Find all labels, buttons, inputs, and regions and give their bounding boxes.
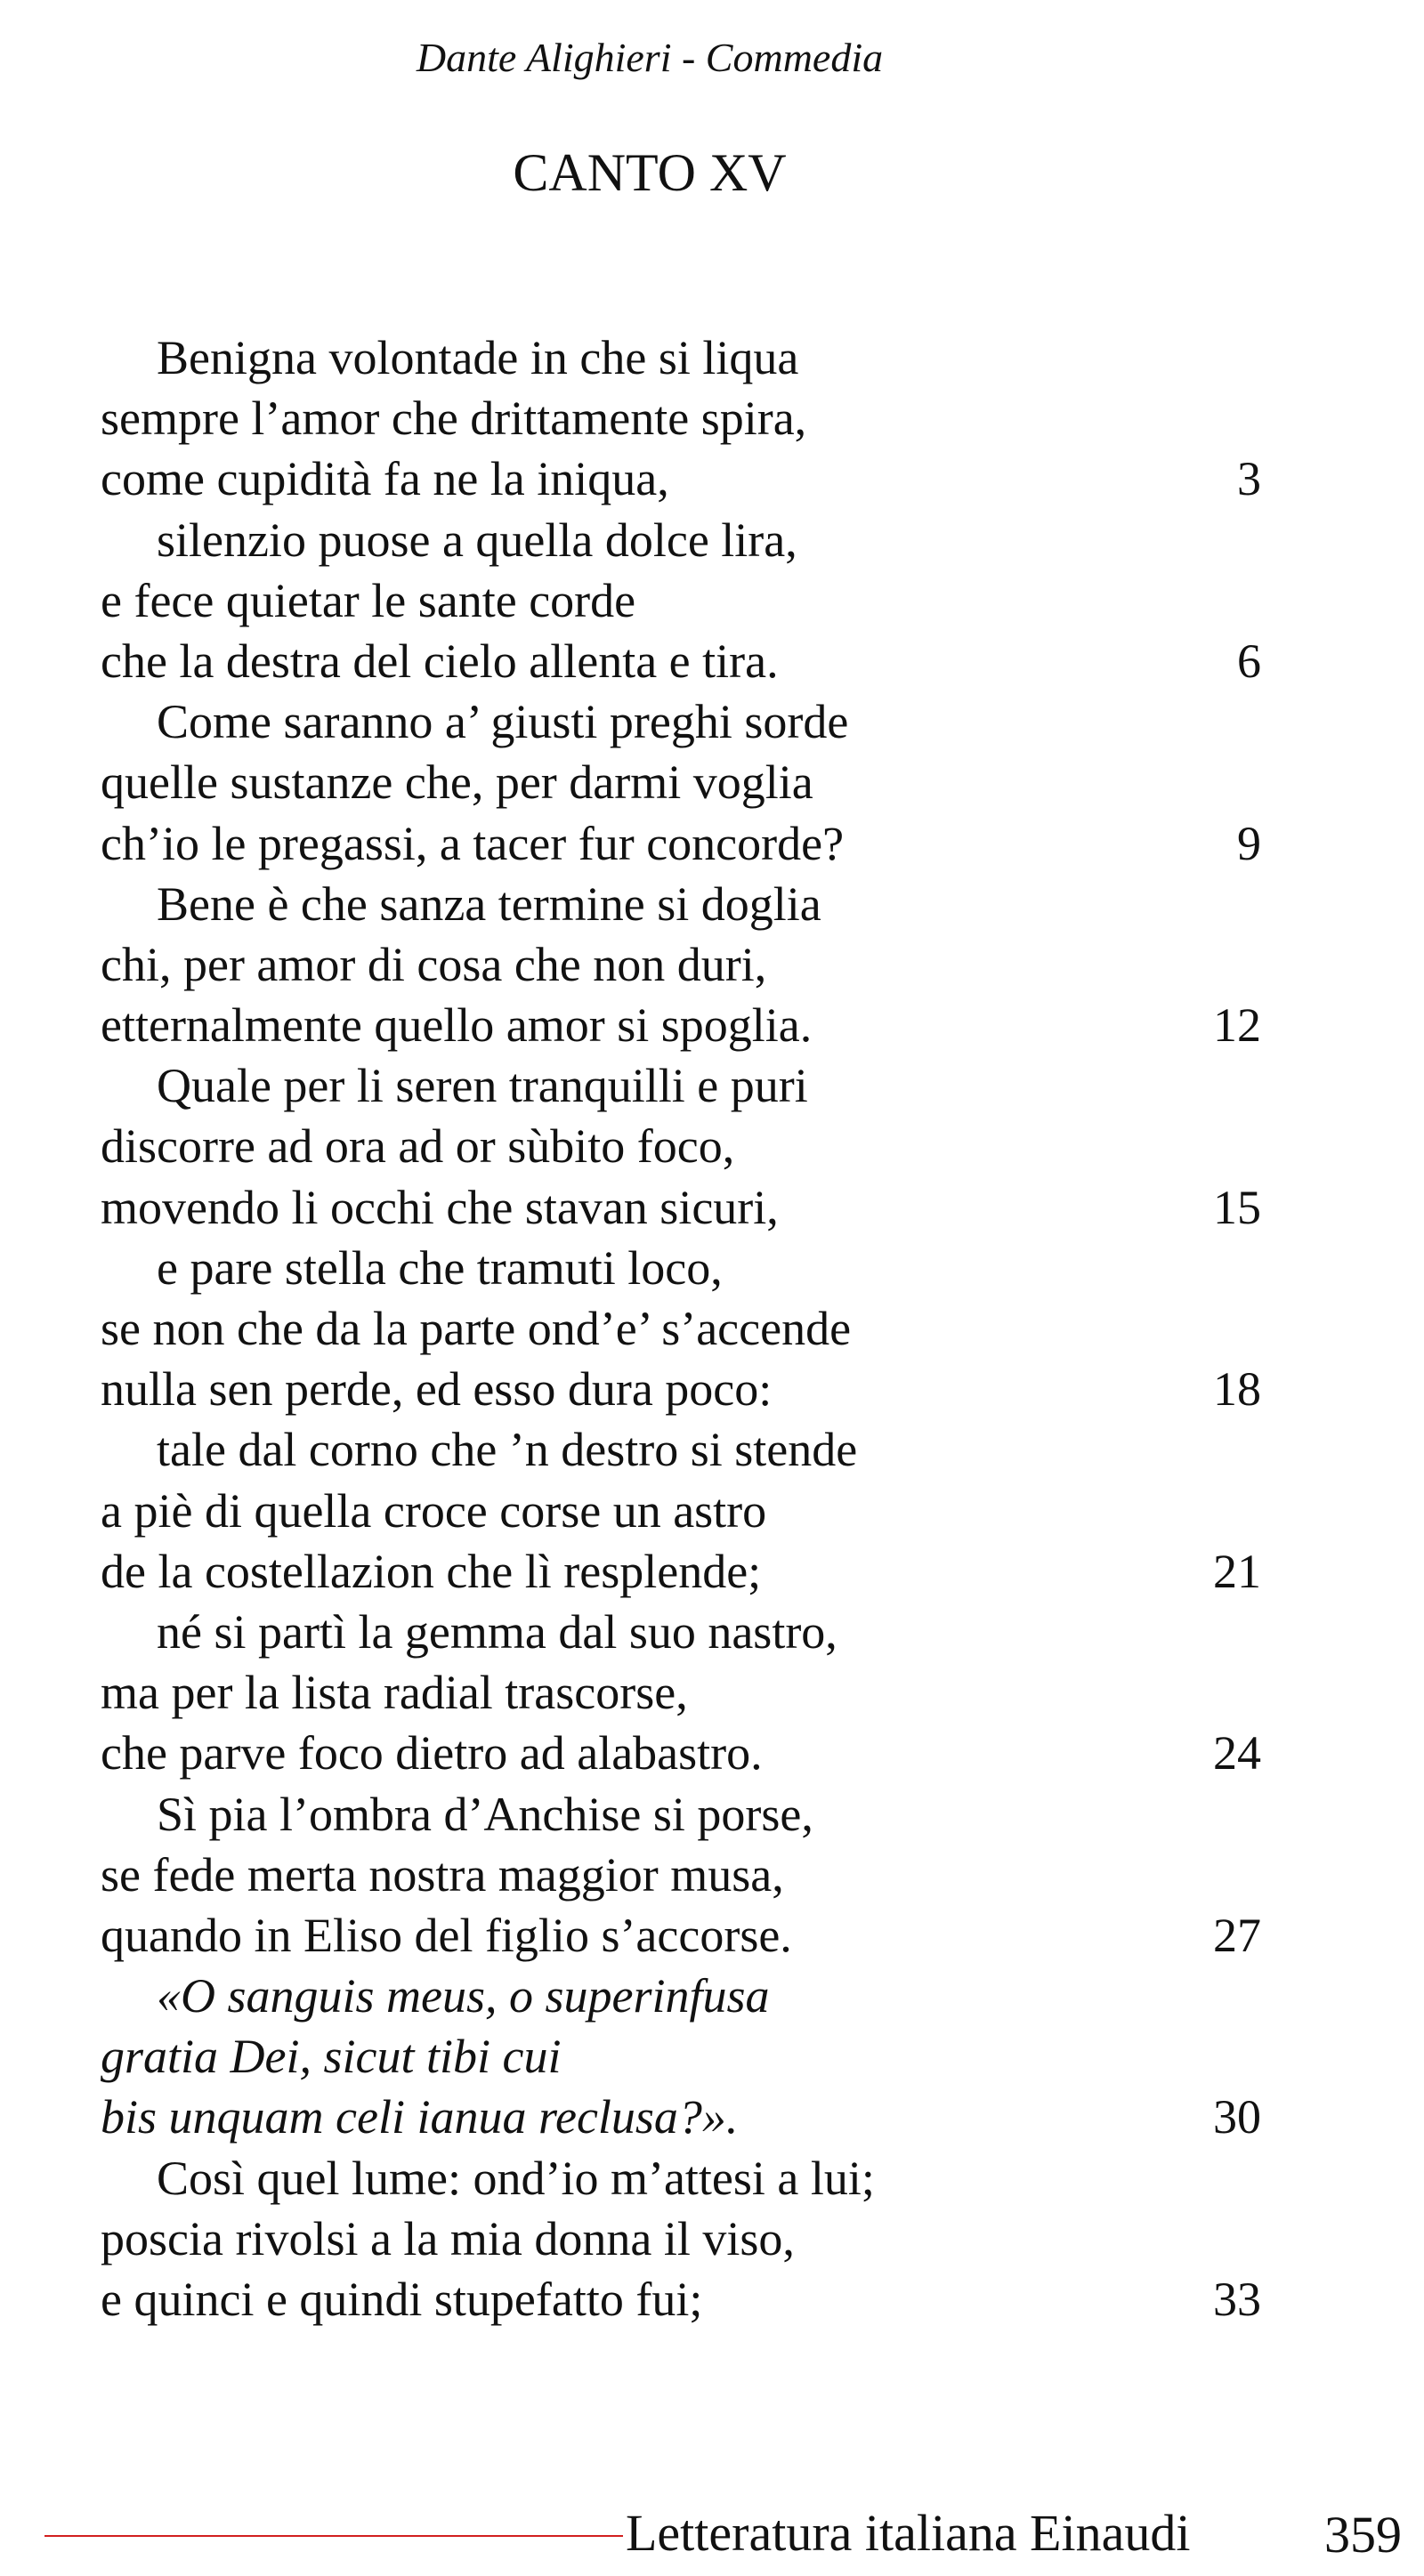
- verse-text: sempre l’amor che drittamente spira,: [101, 392, 807, 446]
- verse-text: silenzio puose a quella dolce lira,: [157, 513, 797, 567]
- verse-line: [101, 327, 1258, 388]
- verse-line: [101, 631, 1261, 691]
- verse-text: se fede merta nostra maggior musa,: [101, 1847, 784, 1902]
- verse-text: e quinci e quindi stupefatto fui;: [101, 2273, 703, 2326]
- verse-line: [101, 1784, 1258, 1845]
- tercet: [101, 1784, 1261, 1966]
- verse-text: che parve foco dietro ad alabastro.: [101, 1726, 763, 1781]
- line-number: 15: [1213, 1180, 1261, 1234]
- tercet: [101, 691, 1261, 874]
- verse-line: [101, 874, 1258, 934]
- verse-line: [101, 1116, 1258, 1176]
- running-head: Dante Alighieri - Commedia: [416, 35, 884, 80]
- tercet: [101, 1419, 1261, 1602]
- verse-line: [101, 1177, 1261, 1238]
- verse-text: movendo li occhi che stavan sicuri,: [101, 1180, 779, 1234]
- tercet-latin: [101, 1966, 1261, 2148]
- tercet: [101, 1238, 1261, 1420]
- page-footer: [0, 2500, 1424, 2572]
- verse-line: [101, 1298, 1258, 1359]
- verse-line: [101, 1359, 1261, 1419]
- verse-line: [101, 1966, 1258, 2026]
- verse-text: e fece quietar le sante corde: [101, 573, 636, 627]
- verse-text: che la destra del cielo allenta e tira.: [101, 634, 779, 688]
- tercet: [101, 2148, 1261, 2330]
- verse-text: a piè di quella croce corse un astro: [101, 1483, 767, 1538]
- canto-title: CANTO XV: [513, 143, 787, 202]
- verse-text: chi, per amor di cosa che non duri,: [101, 937, 767, 991]
- verse-line: [101, 813, 1261, 874]
- verse-line: [101, 1905, 1261, 1966]
- verse-text: Come saranno a’ giusti preghi sorde: [157, 695, 849, 749]
- tercet: [101, 1055, 1261, 1238]
- verse-text: nulla sen perde, ed esso dura poco:: [101, 1362, 773, 1417]
- verse-line: [101, 1419, 1258, 1480]
- verse-line: [101, 448, 1261, 509]
- verse-line: [101, 2087, 1261, 2147]
- verse-text: bis unquam celi ianua reclusa?».: [101, 2090, 739, 2144]
- verse-text: Sì pia l’ombra d’Anchise si porse,: [157, 1787, 813, 1841]
- tercet: [101, 510, 1261, 692]
- verse-text: «O sanguis meus, o superinfusa: [157, 1969, 770, 2023]
- line-number: 12: [1213, 998, 1261, 1053]
- verse-line: [101, 691, 1258, 752]
- verse-text: quelle sustanze che, per darmi voglia: [101, 755, 813, 810]
- verse-text: e pare stella che tramuti loco,: [157, 1240, 723, 1295]
- verse-text: ch’io le pregassi, a tacer fur concorde?: [101, 816, 845, 870]
- verse-line: [101, 570, 1258, 631]
- footer-rule: [44, 2535, 623, 2537]
- verse-text: gratia Dei, sicut tibi cui: [101, 2030, 562, 2084]
- verse-line: [101, 1662, 1258, 1723]
- publisher-name: Letteratura italiana Einaudi: [626, 2504, 1191, 2562]
- tercet: [101, 874, 1261, 1056]
- verse-text: Quale per li seren tranquilli e puri: [157, 1059, 808, 1113]
- verse-line: [101, 934, 1258, 995]
- verse-line: [101, 1238, 1258, 1298]
- verse-text: tale dal corno che ’n destro si stende: [157, 1423, 858, 1477]
- verse-text: se non che da la parte ond’e’ s’accende: [101, 1302, 852, 1355]
- verse-line: [101, 1541, 1261, 1602]
- verse-block: [101, 327, 1261, 2330]
- verse-text: quando in Eliso del figlio s’accorse.: [101, 1908, 792, 1962]
- verse-text: de la costellazion che lì resplende;: [101, 1544, 762, 1598]
- verse-text: discorre ad ora ad or sùbito foco,: [101, 1119, 735, 1174]
- verse-line: [101, 1845, 1258, 1905]
- verse-line: [101, 2026, 1258, 2087]
- verse-text: Bene è che sanza termine si doglia: [157, 876, 821, 931]
- line-number: 33: [1213, 2273, 1261, 2326]
- verse-line: [101, 1055, 1258, 1116]
- verse-text: Benigna volontade in che si liqua: [157, 331, 799, 384]
- verse-line: [101, 2209, 1258, 2269]
- verse-line: [101, 1602, 1258, 1662]
- verse-text: né si partì la gemma dal suo nastro,: [157, 1604, 837, 1659]
- verse-line: [101, 1481, 1258, 1541]
- verse-text: come cupidità fa ne la iniqua,: [101, 452, 669, 506]
- line-number: 27: [1213, 1908, 1261, 1962]
- verse-line: [101, 995, 1261, 1055]
- line-number: 6: [1237, 634, 1261, 688]
- verse-line: [101, 1723, 1261, 1783]
- verse-text: etternalmente quello amor si spoglia.: [101, 998, 813, 1053]
- verse-line: [101, 2148, 1258, 2209]
- verse-text: Così quel lume: ond’io m’attesi a lui;: [157, 2151, 875, 2205]
- line-number: 30: [1213, 2090, 1261, 2144]
- verse-line: [101, 2269, 1261, 2330]
- line-number: 18: [1213, 1362, 1261, 1417]
- verse-line: [101, 388, 1258, 448]
- line-number: 9: [1237, 816, 1261, 870]
- verse-line: [101, 510, 1258, 570]
- tercet: [101, 1602, 1261, 1784]
- line-number: 24: [1213, 1726, 1261, 1781]
- verse-line: [101, 752, 1258, 812]
- tercet: [101, 327, 1261, 510]
- verse-text: ma per la lista radial trascorse,: [101, 1666, 688, 1720]
- line-number: 3: [1237, 452, 1261, 506]
- verse-text: poscia rivolsi a la mia donna il viso,: [101, 2211, 795, 2265]
- page-number: 359: [1324, 2506, 1402, 2564]
- line-number: 21: [1213, 1544, 1261, 1598]
